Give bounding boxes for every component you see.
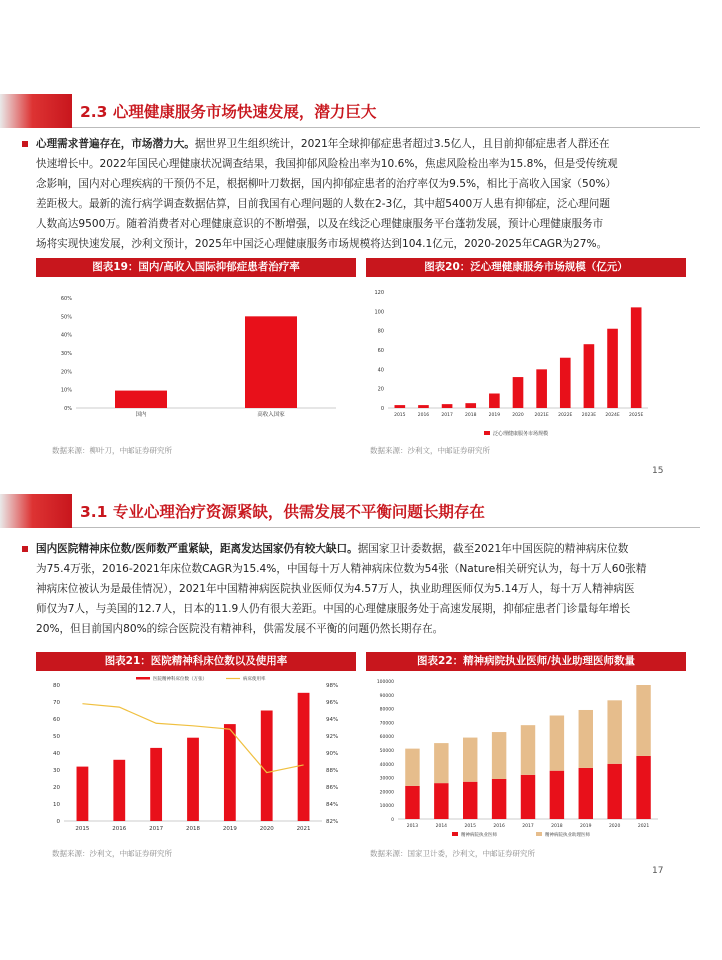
y-tick-label: 10000 bbox=[379, 804, 394, 810]
x-tick-label: 2019 bbox=[222, 826, 237, 832]
y-tick-label: 60% bbox=[60, 296, 72, 302]
legend-swatch bbox=[484, 431, 490, 435]
bar-2015 bbox=[77, 767, 89, 821]
y-tick-label: 60 bbox=[53, 717, 60, 723]
y-tick-label: 20% bbox=[60, 369, 72, 376]
y-tick-label: 20 bbox=[377, 386, 384, 393]
y-tick-label: 90000 bbox=[379, 693, 394, 699]
bar-2020 bbox=[261, 711, 273, 822]
y-tick-label: 50 bbox=[53, 734, 60, 740]
bar-assistants-2018 bbox=[550, 716, 564, 771]
bar-physicians-2013 bbox=[405, 786, 419, 819]
section1-line-5: 人数高达9500万。随着消费者对心理健康意识的不断增强，以及在线泛心理健康服务平台蓬勃发展，预计心理健康服务市 bbox=[36, 218, 604, 230]
y-tick-label: 10% bbox=[60, 387, 72, 394]
bar-assistants-2015 bbox=[463, 738, 477, 782]
y2-tick-label: 94% bbox=[326, 717, 339, 723]
section1-divider bbox=[72, 127, 700, 128]
section2-bullet bbox=[22, 546, 28, 552]
x-tick-label: 2025E bbox=[629, 413, 644, 418]
x-tick-label: 2017 bbox=[149, 826, 164, 832]
section1-line-4: 差距极大。最新的流行病学调查数据估算，目前我国有心理问题的人数在2-3亿，其中超5400万人患有抑郁症，泛心理问题 bbox=[36, 198, 610, 210]
x-tick-label: 2018 bbox=[465, 413, 477, 418]
chart22-title: 图表22：精神病院执业医师/执业助理医师数量 bbox=[366, 652, 686, 671]
x-tick-label: 2016 bbox=[112, 826, 127, 832]
y-tick-label: 30 bbox=[53, 768, 60, 774]
y-tick-label: 40% bbox=[60, 332, 72, 339]
legend-label-beds: 医院精神科床位数（万张） bbox=[153, 677, 207, 682]
bar-physicians-2019 bbox=[579, 768, 593, 819]
x-tick-label: 国内 bbox=[135, 412, 147, 418]
x-tick-label: 2020 bbox=[608, 824, 621, 829]
y-tick-label: 50% bbox=[60, 314, 72, 321]
y-tick-label: 0 bbox=[56, 819, 60, 825]
x-tick-label: 2021E bbox=[534, 413, 549, 418]
x-tick-label: 2015 bbox=[464, 824, 476, 829]
section1-line-6: 场将实现快速发展，沙利文预计，2025年中国泛心理健康服务市场规模将达到104.1亿元，2020-2025年CAGR为27%。 bbox=[36, 238, 608, 250]
y-tick-label: 70 bbox=[53, 700, 60, 706]
section1-title: 2.3 心理健康服务市场快速发展，潜力巨大 bbox=[80, 103, 377, 121]
y2-tick-label: 86% bbox=[326, 785, 339, 791]
bar-physicians-2014 bbox=[434, 783, 448, 819]
y-tick-label: 20 bbox=[53, 785, 60, 791]
x-tick-label: 2018 bbox=[551, 824, 563, 829]
bar-2019 bbox=[489, 394, 500, 409]
bar-physicians-2017 bbox=[521, 775, 535, 819]
bar-2016 bbox=[113, 760, 125, 821]
bar-assistants-2016 bbox=[492, 732, 506, 779]
bar-2022E bbox=[560, 358, 571, 408]
chart19-svg bbox=[36, 280, 356, 438]
legend-swatch-physicians bbox=[452, 832, 458, 836]
section2-line-1 bbox=[36, 539, 691, 559]
x-tick-label: 2014 bbox=[435, 824, 448, 829]
section2-lead: 国内医院精神床位数/医师数严重紧缺，距离发达国家仍有较大缺口。 bbox=[36, 543, 358, 555]
page-number-17: 17 bbox=[652, 866, 664, 876]
bar-physicians-2020 bbox=[607, 764, 621, 819]
section2-paragraph bbox=[36, 539, 691, 639]
chart22-svg bbox=[366, 673, 686, 843]
y-tick-label: 40 bbox=[53, 751, 60, 757]
x-tick-label: 2022E bbox=[558, 413, 573, 418]
chart20-svg bbox=[366, 280, 686, 438]
section1-lead: 心理需求普遍存在，市场潜力大。 bbox=[36, 138, 195, 150]
x-tick-label: 2019 bbox=[488, 413, 501, 418]
section2-line-3: 神病床位被认为是最佳情况），2021年中国精神病医院执业医师仅为4.57万人，执业助理医师仅为5.14万人，每十万人精神病医 bbox=[36, 583, 635, 595]
bar-physicians-2018 bbox=[550, 771, 564, 819]
chart21-title: 图表21：医院精神科床位数以及使用率 bbox=[36, 652, 356, 671]
section1-line-3: 念影响，国内对心理疾病的干预仍不足，根据柳叶刀数据，国内抑郁症患者的治疗率仅为9.5%，相比于高收入国家（50%） bbox=[36, 178, 617, 190]
x-tick-label: 2019 bbox=[580, 824, 592, 829]
legend-label: 泛心理健康服务市场规模 bbox=[493, 431, 549, 437]
x-tick-label: 2023E bbox=[581, 413, 597, 418]
y-tick-label: 50000 bbox=[379, 749, 394, 754]
bar-2021 bbox=[298, 693, 310, 821]
bar-2016 bbox=[418, 405, 429, 408]
y-tick-label: 30000 bbox=[379, 776, 394, 782]
section2-divider bbox=[72, 527, 700, 528]
x-tick-label: 2017 bbox=[441, 413, 453, 418]
x-tick-label: 2015 bbox=[75, 826, 90, 832]
section1-header-decoration bbox=[0, 94, 72, 128]
x-tick-label: 2021 bbox=[637, 824, 650, 829]
x-tick-label: 2024E bbox=[605, 413, 620, 418]
y-tick-label: 10 bbox=[53, 802, 60, 808]
section1-bullet bbox=[22, 141, 28, 147]
section1-line-1 bbox=[36, 134, 691, 154]
x-tick-label: 2016 bbox=[493, 824, 505, 829]
y2-tick-label: 98% bbox=[326, 683, 339, 689]
y-tick-label: 80 bbox=[377, 328, 384, 335]
section2-line-2: 为75.4万张，2016-2021年床位数CAGR为15.4%，中国每十万人精神病床位数为54张（Nature相关研究认为，每十万人60张精 bbox=[36, 563, 647, 575]
bar-2018 bbox=[187, 738, 199, 821]
bar-高收入国家 bbox=[245, 316, 297, 408]
y2-tick-label: 84% bbox=[326, 802, 339, 808]
section1-paragraph bbox=[36, 134, 691, 254]
legend-label-assistants: 精神病院执业助理医师 bbox=[545, 833, 590, 838]
x-tick-label: 2017 bbox=[522, 824, 534, 829]
y2-tick-label: 90% bbox=[326, 751, 339, 757]
section2-line-5: 20%，但目前国内80%的综合医院没有精神科，供需发展不平衡的问题仍然长期存在。 bbox=[36, 623, 444, 635]
bar-2019 bbox=[224, 724, 236, 821]
bar-physicians-2015 bbox=[463, 782, 477, 819]
y-tick-label: 40000 bbox=[379, 762, 394, 768]
section1-line-2: 快速增长中。2022年国民心理健康状况调查结果，我国抑郁风险检出率为10.6%，焦虑风险检出率为15.8%，但是受传统观 bbox=[36, 158, 618, 170]
bar-2024E bbox=[607, 329, 618, 408]
y-tick-label: 80 bbox=[53, 683, 60, 689]
x-tick-label: 2020 bbox=[512, 413, 524, 418]
legend-swatch-beds bbox=[136, 677, 150, 680]
y-tick-label: 0% bbox=[64, 406, 72, 412]
chart20-title: 图表20：泛心理健康服务市场规模（亿元） bbox=[366, 258, 686, 277]
section2-line-4: 师仅为7人，与美国的12.7人，日本的11.9人仍有很大差距。中国的心理健康服务处于高速发展期，抑郁症患者门诊量每年增长 bbox=[36, 603, 631, 615]
y2-tick-label: 92% bbox=[326, 734, 339, 740]
bar-assistants-2020 bbox=[607, 700, 621, 763]
chart22-source: 数据来源：国家卫计委，沙利文，中邮证券研究所 bbox=[370, 849, 535, 858]
legend-swatch-assistants bbox=[536, 832, 542, 836]
bar-2017 bbox=[150, 748, 162, 821]
legend-label-rate: 病床使用率 bbox=[243, 677, 266, 682]
chart21-source: 数据来源：沙利文，中邮证券研究所 bbox=[52, 849, 172, 858]
y-tick-label: 100 bbox=[374, 309, 384, 316]
y2-tick-label: 96% bbox=[326, 700, 339, 706]
y2-tick-label: 88% bbox=[326, 768, 339, 774]
x-tick-label: 2018 bbox=[186, 826, 200, 832]
x-tick-label: 2020 bbox=[259, 826, 274, 832]
y-tick-label: 60 bbox=[377, 348, 384, 354]
bar-assistants-2021 bbox=[636, 685, 650, 756]
x-tick-label: 2016 bbox=[417, 413, 430, 418]
y-tick-label: 30% bbox=[60, 351, 72, 357]
bar-2018 bbox=[465, 403, 476, 408]
bar-2025E bbox=[631, 307, 642, 408]
chart21-svg bbox=[36, 673, 356, 843]
bar-2015 bbox=[395, 405, 406, 408]
section1-line-1-text: 据世界卫生组织统计，2021年全球抑郁症患者超过3.5亿人，且目前抑郁症患者人群还在 bbox=[194, 138, 610, 150]
chart20-source: 数据来源：沙利文，中邮证券研究所 bbox=[370, 446, 490, 455]
bar-2017 bbox=[442, 404, 453, 408]
bar-2020 bbox=[513, 377, 524, 408]
y-tick-label: 80000 bbox=[379, 707, 394, 713]
x-tick-label: 2015 bbox=[394, 413, 406, 418]
page-number-15: 15 bbox=[652, 466, 664, 476]
y-tick-label: 0 bbox=[391, 818, 394, 823]
bar-2021E bbox=[536, 369, 547, 408]
y2-tick-label: 82% bbox=[326, 819, 339, 825]
y-tick-label: 0 bbox=[380, 406, 384, 412]
y-tick-label: 70000 bbox=[379, 721, 394, 727]
bar-assistants-2014 bbox=[434, 743, 448, 783]
y-tick-label: 60000 bbox=[379, 735, 394, 741]
bar-assistants-2019 bbox=[579, 710, 593, 768]
bar-physicians-2016 bbox=[492, 779, 506, 819]
x-tick-label: 2021 bbox=[296, 826, 311, 832]
chart19-title: 图表19：国内/高收入国际抑郁症患者治疗率 bbox=[36, 258, 356, 277]
section2-header-decoration bbox=[0, 494, 72, 528]
y-tick-label: 120 bbox=[374, 290, 384, 296]
x-tick-label: 2013 bbox=[406, 824, 419, 829]
bar-国内 bbox=[115, 391, 167, 408]
bar-assistants-2017 bbox=[521, 725, 535, 775]
legend-label-physicians: 精神病院执业医师 bbox=[461, 833, 497, 838]
x-tick-label: 高收入国家 bbox=[257, 412, 285, 418]
chart19-source: 数据来源：柳叶刀，中邮证券研究所 bbox=[52, 446, 172, 455]
bar-2023E bbox=[584, 344, 595, 408]
y-tick-label: 40 bbox=[377, 367, 384, 374]
section2-title: 3.1 专业心理治疗资源紧缺，供需发展不平衡问题长期存在 bbox=[80, 503, 485, 521]
y-tick-label: 20000 bbox=[379, 790, 394, 796]
bar-assistants-2013 bbox=[405, 749, 419, 786]
bar-physicians-2021 bbox=[636, 756, 650, 819]
section2-line-1-text: 据国家卫计委数据，截至2021年中国医院的精神病床位数 bbox=[357, 543, 629, 555]
y-tick-label: 100000 bbox=[376, 680, 394, 685]
